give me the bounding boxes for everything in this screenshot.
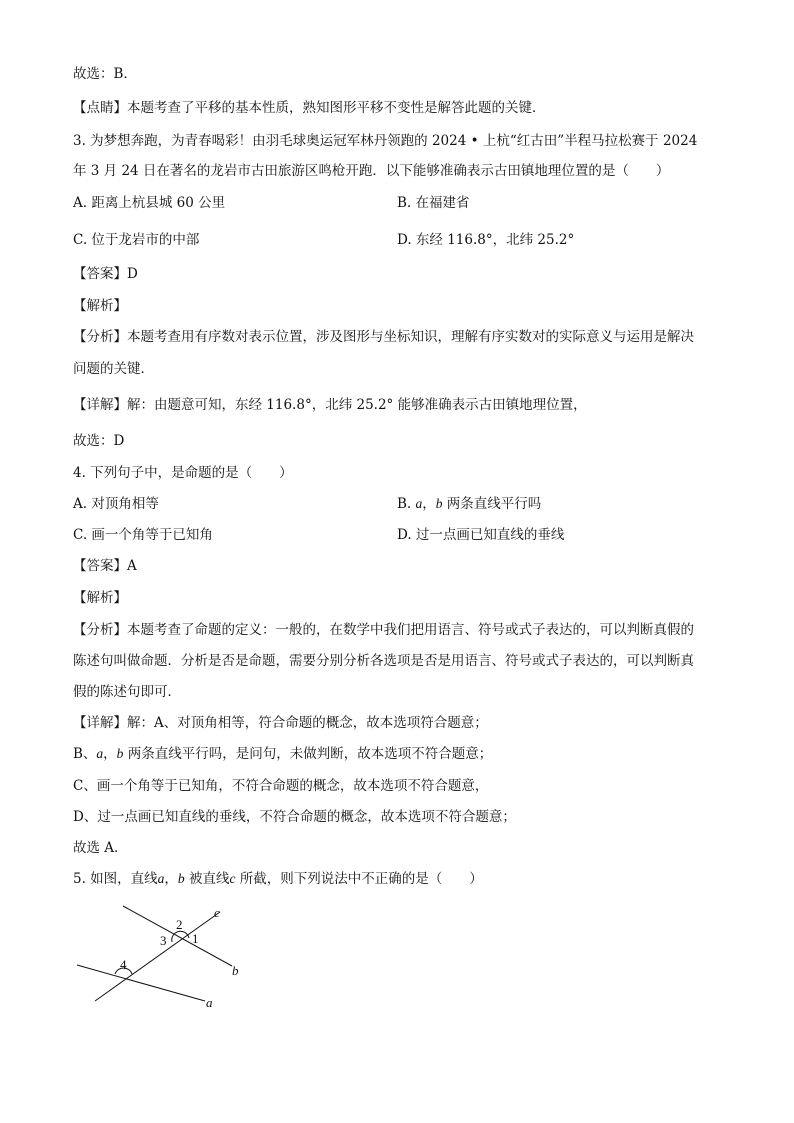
label-b: b [232,963,239,978]
detail-body: 两条直线平行吗，是问句，未做判断，故本选项不符合题意； [123,746,493,762]
answer-label: 【答案】D [73,266,138,282]
option-text: 两条直线平行吗 [442,496,542,512]
conclusion-text: 故选 A． [73,840,128,856]
question-3-stem: 3. 为梦想奔跑，为青春喝彩！由羽毛球奥运冠军林丹领跑的 2024 • 上杭“红古田”半程马拉松赛于 2024 [73,133,698,149]
answer-label: 【答案】A [73,558,137,574]
separator: ， [422,496,436,512]
option-b: B. 在福建省 [397,195,470,211]
text-line: 【点睛】本题考查了平移的基本性质，熟知图形平移不变性是解答此题的关键． [73,100,546,116]
math-var-c: c [229,871,236,886]
line-a [77,965,205,1001]
detail-prefix: B、 [73,746,97,762]
option-c: C. 画一个角等于已知角 [73,527,213,543]
label-c: c [214,905,220,920]
detail-text: D、过一点画已知直线的垂线，不符合命题的概念，故本选项不符合题意； [73,809,516,825]
label-1: 1 [192,931,199,946]
detail-text: 【详解】解：由题意可知，东经 116.8°，北纬 25.2° 能够准确表示古田镇地理位置， [73,397,587,413]
option-c: C. 位于龙岩市的中部 [73,232,200,248]
math-var-a: a [415,496,423,511]
label-3: 3 [160,933,167,948]
analysis-heading: 【解析】 [73,590,127,606]
math-var-b: b [435,496,443,511]
analysis-text: 【分析】本题考查用有序数对表示位置，涉及图形与坐标知识，理解有序实数对的实际意义与运用是解决 [73,329,694,345]
math-var-a: a [157,871,165,886]
math-var-b: b [177,871,185,886]
label-4: 4 [120,957,127,972]
math-var-b: b [116,746,124,761]
text-line: 故选：B． [73,66,137,82]
option-a: A. 对顶角相等 [73,496,159,512]
math-var-a: a [96,746,104,761]
analysis-heading: 【解析】 [73,298,127,314]
label-a: a [206,995,213,1010]
analysis-text: 【分析】本题考查了命题的定义：一般的，在数学中我们把用语言、符号或式子表达的，可以判断真假的 [73,622,694,638]
analysis-text-cont: 陈述句叫做命题．分析是否是命题，需要分别分析各选项是否是用语言、符号或式子表达的，可以判断真 [73,653,694,669]
stem-text: 所截，则下列说法中不正确的是（ ） [235,871,483,887]
conclusion-text: 故选：D [73,433,125,449]
detail-text: C、画一个角等于已知角，不符合命题的概念，故本选项不符合题意， [73,778,489,794]
option-label: B. [397,496,416,512]
question-3-stem-cont: 年 3 月 24 日在著名的龙岩市古田旅游区鸣枪开跑．以下能够准确表示古田镇地理位置的是（ ） [73,163,670,179]
label-2: 2 [176,917,183,932]
stem-text: 被直线 [184,871,230,887]
detail-text: 【详解】解：A、对顶角相等，符合命题的概念，故本选项符合题意； [73,715,488,731]
stem-text: 5. 如图，直线 [73,871,158,887]
separator: ， [103,746,117,762]
option-d: D. 东经 116.8°，北纬 25.2° [397,232,575,248]
separator: ， [164,871,178,887]
analysis-text-cont: 假的陈述句即可． [73,684,181,700]
question-4-stem: 4. 下列句子中，是命题的是（ ） [73,465,293,481]
option-a: A. 距离上杭县城 60 公里 [73,195,226,211]
option-d: D. 过一点画已知直线的垂线 [397,527,565,543]
analysis-text-cont: 问题的关键． [73,361,154,377]
